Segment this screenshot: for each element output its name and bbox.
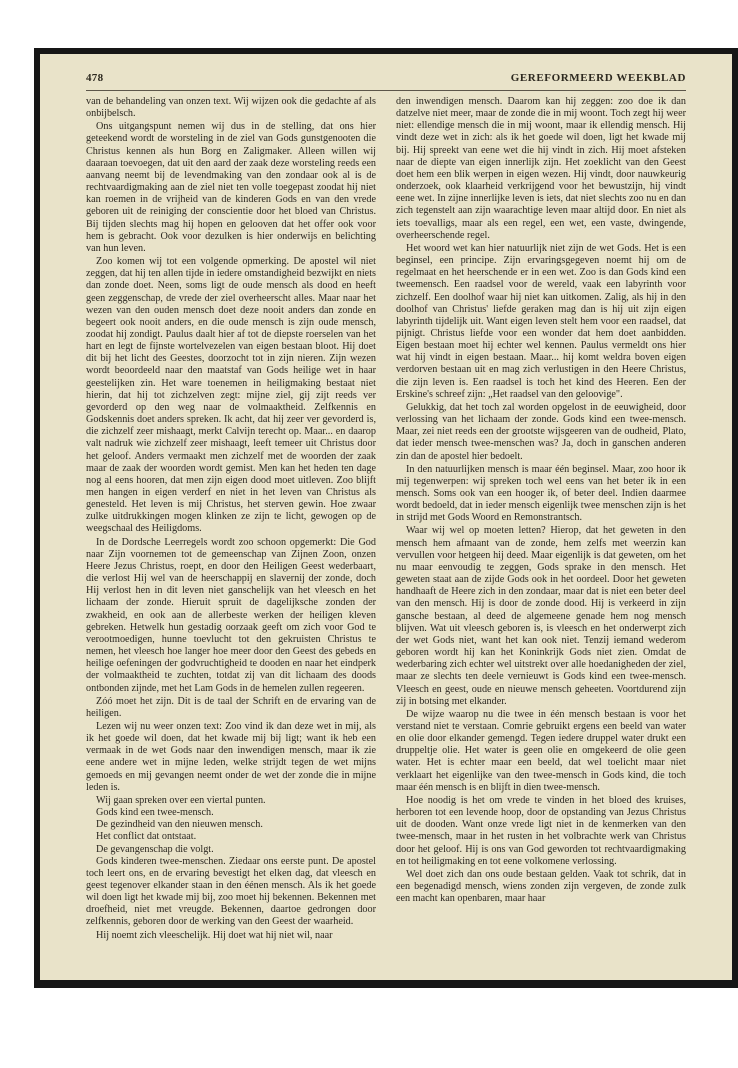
paragraph: In de Dordsche Leerregels wordt zoo schoon opgemerkt: Die God naar Zijn voornemen tot de gemeenschap van Zijnen Zoon, onzen Heere Jezus Christus, roept, en door den Heiligen Geest wederbaart, die verlost Hij wel van de heerschappij en slavernij der zonde, doch Hij verlost hen in dit leven niet ganschelijk van het vleesch en het lichaam der zonde. Hieruit spruit de dagelijksche zonden der zwakheid, en ook aan de allerbeste werken der heiligen kleven gebreken. Hetwelk hun gestadig oorzaak geeft om zich voor God te verootmoedigen, hunne toevlucht tot den gekruisten Christus te nemen, het vleesch hoe langer hoe meer door den Geest des gebeds en heilige oefeningen der godvruchtigheid te dooden en naar het eindperk der volmaaktheid te zuchten, totdat zij van dit lichaam des doods ontbonden zijnde, met het Lam Gods in de hemelen zullen regeeren.: [86, 536, 376, 694]
list-item: Het conflict dat ontstaat.: [96, 831, 197, 843]
list-item: De gezindheid van den nieuwen mensch.: [96, 819, 263, 831]
paragraph: Hoe noodig is het om vrede te vinden in het bloed des kruises, herboren tot een levende hoop, door de opstanding van Jezus Christus uit de dooden. Want onze vrede ligt niet in de kenmerken van den twee-mensch, maar in het rusten in het volbrachte werk van Christus door het geloof. Hij is ons van God geworden tot rechtvaardigmaking en tot heiligmaking en tot eene volkomene verlossing.: [396, 794, 686, 867]
left-column: [86, 96, 376, 976]
paragraph: Waar wij wel op moeten letten? Hierop, dat het geweten in den mensch hem afmaant van de zonde, hem zelfs met weerzin kan vervullen voor hetgeen hij deed. Maar eigenlijk is dat geweten, om het nu maar eenvoudig te zeggen, Gods sprake in den mensch. Het geweten staat aan de zijde Gods ook in het oordeel. Door het geweten handhaaft de Heere zich in den zondaar, maar dat is niet een beter deel van den mensch. Hij is door de zonde dood. Hij is verkeerd in zijn gansche bestaan, al deed de algemeene genade hem nog mensch blijven. Wat uit vleesch geboren is, is vleesch en het onderwerpt zich der wet Gods niet, want het kan ook niet. Tenzij iemand wederom geboren wordt hij kan het Koninkrijk Gods niet zien. Omdat de wederbaring zich echter wel uitstrekt over alle hoedanigheden der ziel, maar ze slechts ten deele vernieuwt is Gods kind een twee-mensch. Vleesch en geest, oude en nieuwe mensch geheeten. Voortdurend zijn zij in botsing met elkander.: [396, 525, 686, 707]
scan-bottom-margin: [0, 988, 738, 1068]
paragraph: Zoo komen wij tot een volgende opmerking. De apostel wil niet zeggen, dat hij ten allen tijde in iedere omstandigheid bezwijkt en niets dan zonde doet. Neen, soms ligt de oude mensch als dood en heeft geen zeggenschap, de vrede der ziel overheerscht alles. Maar naar het wezen van den ouden mensch doet deze nooit anders dan zonde en begeert ook nooit anders, en die oude mensch is zijn oude mensch, zoodat hij zondigt. Paulus daalt hier af tot de diepste roerselen van het hart en legt de fijnste wortelvezelen van eigen bestaan bloot. Hij doet dit bij het licht des Geestes, doorzocht tot in zijn nieren. Zijn wezen wordt beoordeeld naar den maatstaf van Gods heilige wet in haar geestelijken zin. Het ware toenemen in heiligmaking bestaat niet hierin, dat hij tot zichzelven zegt: mijne ziel, gij zijt reeds ver gevorderd op den weg naar de volmaaktheid. Zelfkennis en Godskennis doet anders spreken. Ik acht, dat hij zeer ver gevorderd is, die zichzelf zeer mishaagt, merkt Calvijn terecht op. Maar... en daarop valt nadruk wie zichzelf zeer mishaagt, leeft temeer uit Christus door het geloof. Anders vermaakt men zichzelf met de woorden der zaak maar de zaak der woorden wordt gemist. Men kan het heden ten dage nog al eens hooren, dat men zijn eigen dood moet uitleven. Zoo blijft men hangen in eigen verderf en niet in het leven van Christus als genesteld. Het leven is mij Christus, het sterven gewin. Hoe zwaar zulke uitdrukkingen mogen klinken ze zijn te licht, gewogen op de weegschaal des Heiligdoms.: [86, 256, 376, 535]
paragraph: Het woord wet kan hier natuurlijk niet zijn de wet Gods. Het is een beginsel, een principe. Zijn ervaringsgegeven noemt hij om de regelmaat en het heerschende er in een wet. Zoo is dan Gods kind een tweemensch. Een raadsel voor de wereld, vaak een labyrinth voor zichzelf. Een doolhof waar hij niet kan uitkomen. Zalig, als hij in den doolhof van Christus' liefde geraken mag dan is hij uit zijn eigen labyrinth tijdelijk uit. Want eigen leven stelt hem voor een raadsel, dat pijnigt. Christus liefde voor een wonder dat hem doet aanbidden. Eigen bestaan moet hij echter wel kennen. Paulus vermeldt ons hier wat hij vindt in eigen bestaan. Maar... hij komt weldra boven eigen verdorven bestaan uit en mag zich verlustigen in den Heere Christus, die zijn leven is. Een raadsel is toch het kind des Heeren. Een der Erskine's schreef zijn: „Het raadsel van den geloovige".: [396, 242, 686, 400]
list-item: Wij gaan spreken over een viertal punten.: [96, 794, 266, 806]
paragraph: Ons uitgangspunt nemen wij dus in de stelling, dat ons hier geteekend wordt de worsteling in de ziel van Gods gunstgenooten die Christus kennen als hun Borg en Zaligmaker. Alleen willen wij daaraan toevoegen, dat uit den aard der zaak deze worsteling reeds een aanvang neemt bij de levendmaking van den zondaar ook al is de rechtvaardigmaking aan de ziel niet ten volle toegepast zoodat hij niet kan roemen in de vrijheid van de kinderen Gods en van den vrede geboren uit de reiniging der conscientie door het bloed van Christus. Bij tijden slechts mag hij hopen en gelooven dat het offer ook voor hem is gebracht. Ook voor dezulken is hier onderwijs en belichting van hun leven.: [86, 121, 376, 254]
magazine-page: [40, 54, 732, 980]
header-rule: [86, 90, 686, 91]
paragraph: Lezen wij nu weer onzen text: Zoo vind ik dan deze wet in mij, als ik het goede wil doen, dat het kwade mij bij ligt; want ik heb een vermaak in de wet Gods naar den inwendigen mensch, maar ik zie eene andere wet in mijne leden, welke strijdt tegen de wet mijns gemoeds en mij gevangen neemt onder de wet der zonde die in mijne leden is.: [86, 720, 376, 793]
paragraph: Wel doet zich dan ons oude bestaan gelden. Vaak tot schrik, dat in een begenadigd mensch, wiens zonden zijn vergeven, de zonde zulk een macht kan openbaren, maar haar: [396, 868, 686, 905]
paragraph: Hij noemt zich vleeschelijk. Hij doet wat hij niet wil, naar: [96, 929, 333, 941]
paragraph: De wijze waarop nu die twee in één mensch bestaan is voor het verstand niet te verstaan. Comrie gebruikt ergens een beeld van water en olie door elkander gemengd. Tegen iedere druppel water drukt een druppeltje olie. Het water is geen olie en omgekeerd de olie geen water. Het is echter maar een beeld, dat wel toelicht maar niet verklaart het eigenlijke van den twee-mensch in Gods kind, die toch maar één mensch is en blijft in dien twee-mensch.: [396, 708, 686, 793]
running-title: GEREFORMEERD WEEKBLAD: [510, 72, 686, 84]
paragraph: Gods kinderen twee-menschen. Ziedaar ons eerste punt. De apostel toch leert ons, en de ervaring bevestigt het elken dag, dat vleesch en geest tegenover elkander staan in den éénen mensch. Als ik het goede wil doen ligt het kwade mij bij, zoo moet hij bekennen. Bekennen met droefheid, niet met vreugde. Bekennen, daartoe gedrongen door zelfkennis, geboren door de werking van den Geest der waarheid.: [86, 855, 376, 928]
page-header: [86, 72, 686, 88]
list-item: De gevangenschap die volgt.: [96, 843, 214, 855]
page-number: 478: [86, 72, 104, 84]
paragraph: Gelukkig, dat het toch zal worden opgelost in de eeuwigheid, door verlossing van het lichaam der zonde. Gods kind een twee-mensch. Maar, zei niet reeds een der grootste wijsgeeren van de oudheid, Plato, dat ieder mensch twee-menschen was? Ja, doch in ganschen anderen zin dan de apostel hier bedoelt.: [396, 401, 686, 462]
paragraph: Zóó moet het zijn. Dit is de taal der Schrift en de ervaring van de heiligen.: [86, 695, 376, 719]
paragraph: den inwendigen mensch. Daarom kan hij zeggen: zoo doe ik dan datzelve niet meer, maar de zonde die in mij woont. Toch zegt hij weer niet: ellendige mensch die in mij woont, maar ik ellendig mensch. Hij vindt deze wet in zich: als ik het goede wil doen, ligt het kwade mij bij. Hij spreekt van eene wet die hij vindt in zich. Hij moet afsteken naar de diepte van eigen innerlijk zijn. Het zoeklicht van den Geest doet hem een blik werpen in eigen wezen. Hij vindt, door nauwkeurig onderzoek, ook klaarheid verkrijgend voor het bewustzijn, hij vindt eene wet. In zijne innerlijke leven is iets, dat niet slechts zoo nu en dan zich tegenstelt aan zijn waarachtige leven maar altijd door. En niet als iets toevalligs, maar als een regel, een wet, een vaste, dwingende, overheerschende regel.: [396, 96, 686, 241]
list-item: Gods kind een twee-mensch.: [96, 807, 214, 819]
right-column: [396, 96, 686, 976]
paragraph: In den natuurlijken mensch is maar één beginsel. Maar, zoo hoor ik mij tegenwerpen: wij spreken toch wel eens van het beter ik in een mensch. Soms ook van een hooger ik, of beter deel. Indien daarmee wordt bedoeld, dat in ieder mensch eigenlijk twee menschen zijn is het in strijd met Gods Woord en Remonstrantsch.: [396, 463, 686, 524]
paragraph: van de behandeling van onzen text. Wij wijzen ook die gedachte af als onbijbelsch.: [86, 96, 376, 120]
scan-top-margin: [0, 0, 738, 48]
